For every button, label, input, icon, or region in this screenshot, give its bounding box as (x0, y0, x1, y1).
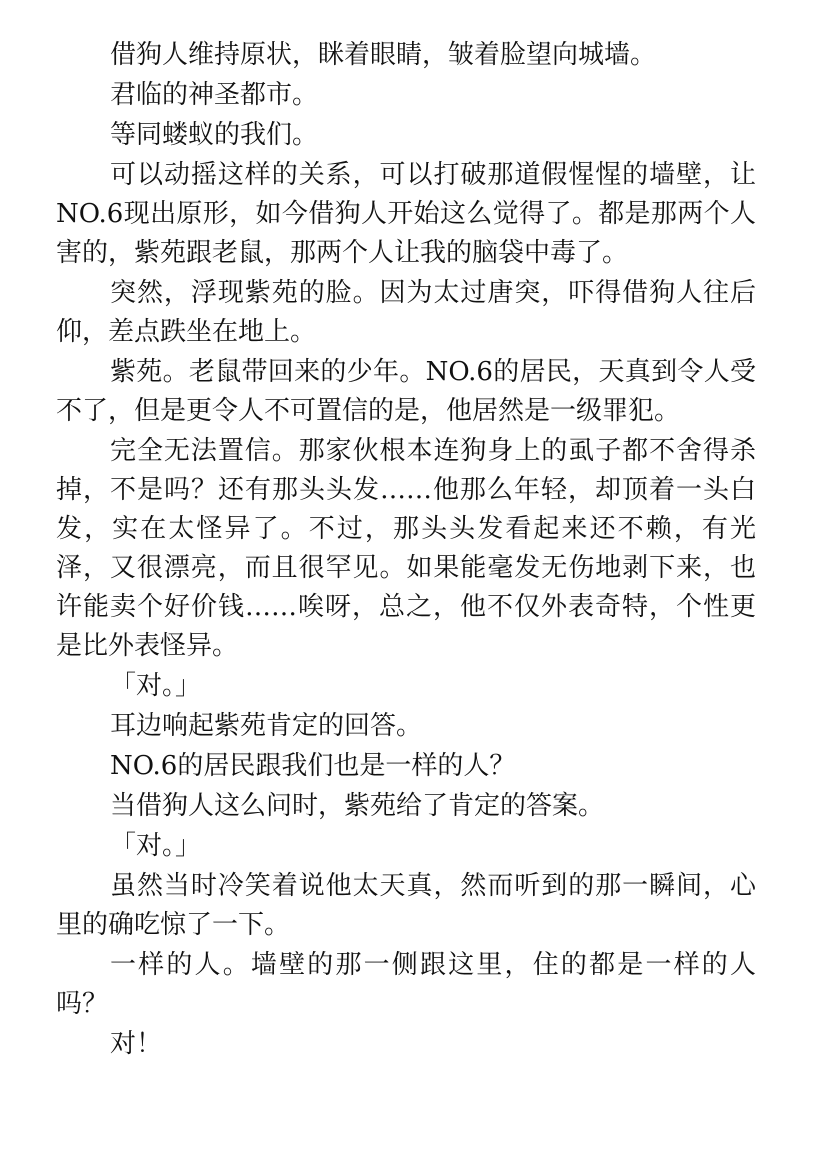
paragraph: 完全无法置信。那家伙根本连狗身上的虱子都不舍得杀掉，不是吗？还有那头头发……他那么年轻，却顶着一头白发，实在太怪异了。不过，那头头发看起来还不赖，有光泽，又很漂亮，而且很罕见。如果能毫发无伤地剥下来，也许能卖个好价钱……唉呀，总之，他不仅外表奇特，个性更是比外表怪异。 (56, 436, 756, 661)
paragraph: 等同蝼蚁的我们。 (110, 120, 319, 150)
paragraph: 借狗人维持原状，眯着眼睛，皱着脸望向城墙。 (110, 40, 657, 70)
paragraph: 一样的人。墙壁的那一侧跟这里，住的都是一样的人吗？ (56, 950, 756, 1019)
paragraph: 「对。」 (110, 831, 202, 861)
paragraph: 对！ (110, 1029, 163, 1059)
paragraph: 耳边响起紫苑肯定的回答。 (110, 711, 423, 741)
paragraph: 君临的神圣都市。 (110, 80, 319, 110)
body-text (56, 36, 756, 1065)
paragraph: NO.6的居民跟我们也是一样的人？ (110, 751, 516, 781)
paragraph: 紫苑。老鼠带回来的少年。NO.6的居民，天真到令人受不了，但是更令人不可置信的是，他居然是一级罪犯。 (56, 357, 756, 426)
paragraph: 可以动摇这样的关系，可以打破那道假惺惺的墙壁，让NO.6现出原形，如今借狗人开始这么觉得了。都是那两个人害的，紫苑跟老鼠，那两个人让我的脑袋中毒了。 (56, 160, 756, 268)
paragraph: 「对。」 (110, 671, 202, 701)
paragraph: 当借狗人这么问时，紫苑给了肯定的答案。 (110, 791, 605, 821)
paragraph: 突然，浮现紫苑的脸。因为太过唐突，吓得借狗人往后仰，差点跌坐在地上。 (56, 278, 756, 347)
paragraph: 虽然当时冷笑着说他太天真，然而听到的那一瞬间，心里的确吃惊了一下。 (56, 871, 756, 940)
